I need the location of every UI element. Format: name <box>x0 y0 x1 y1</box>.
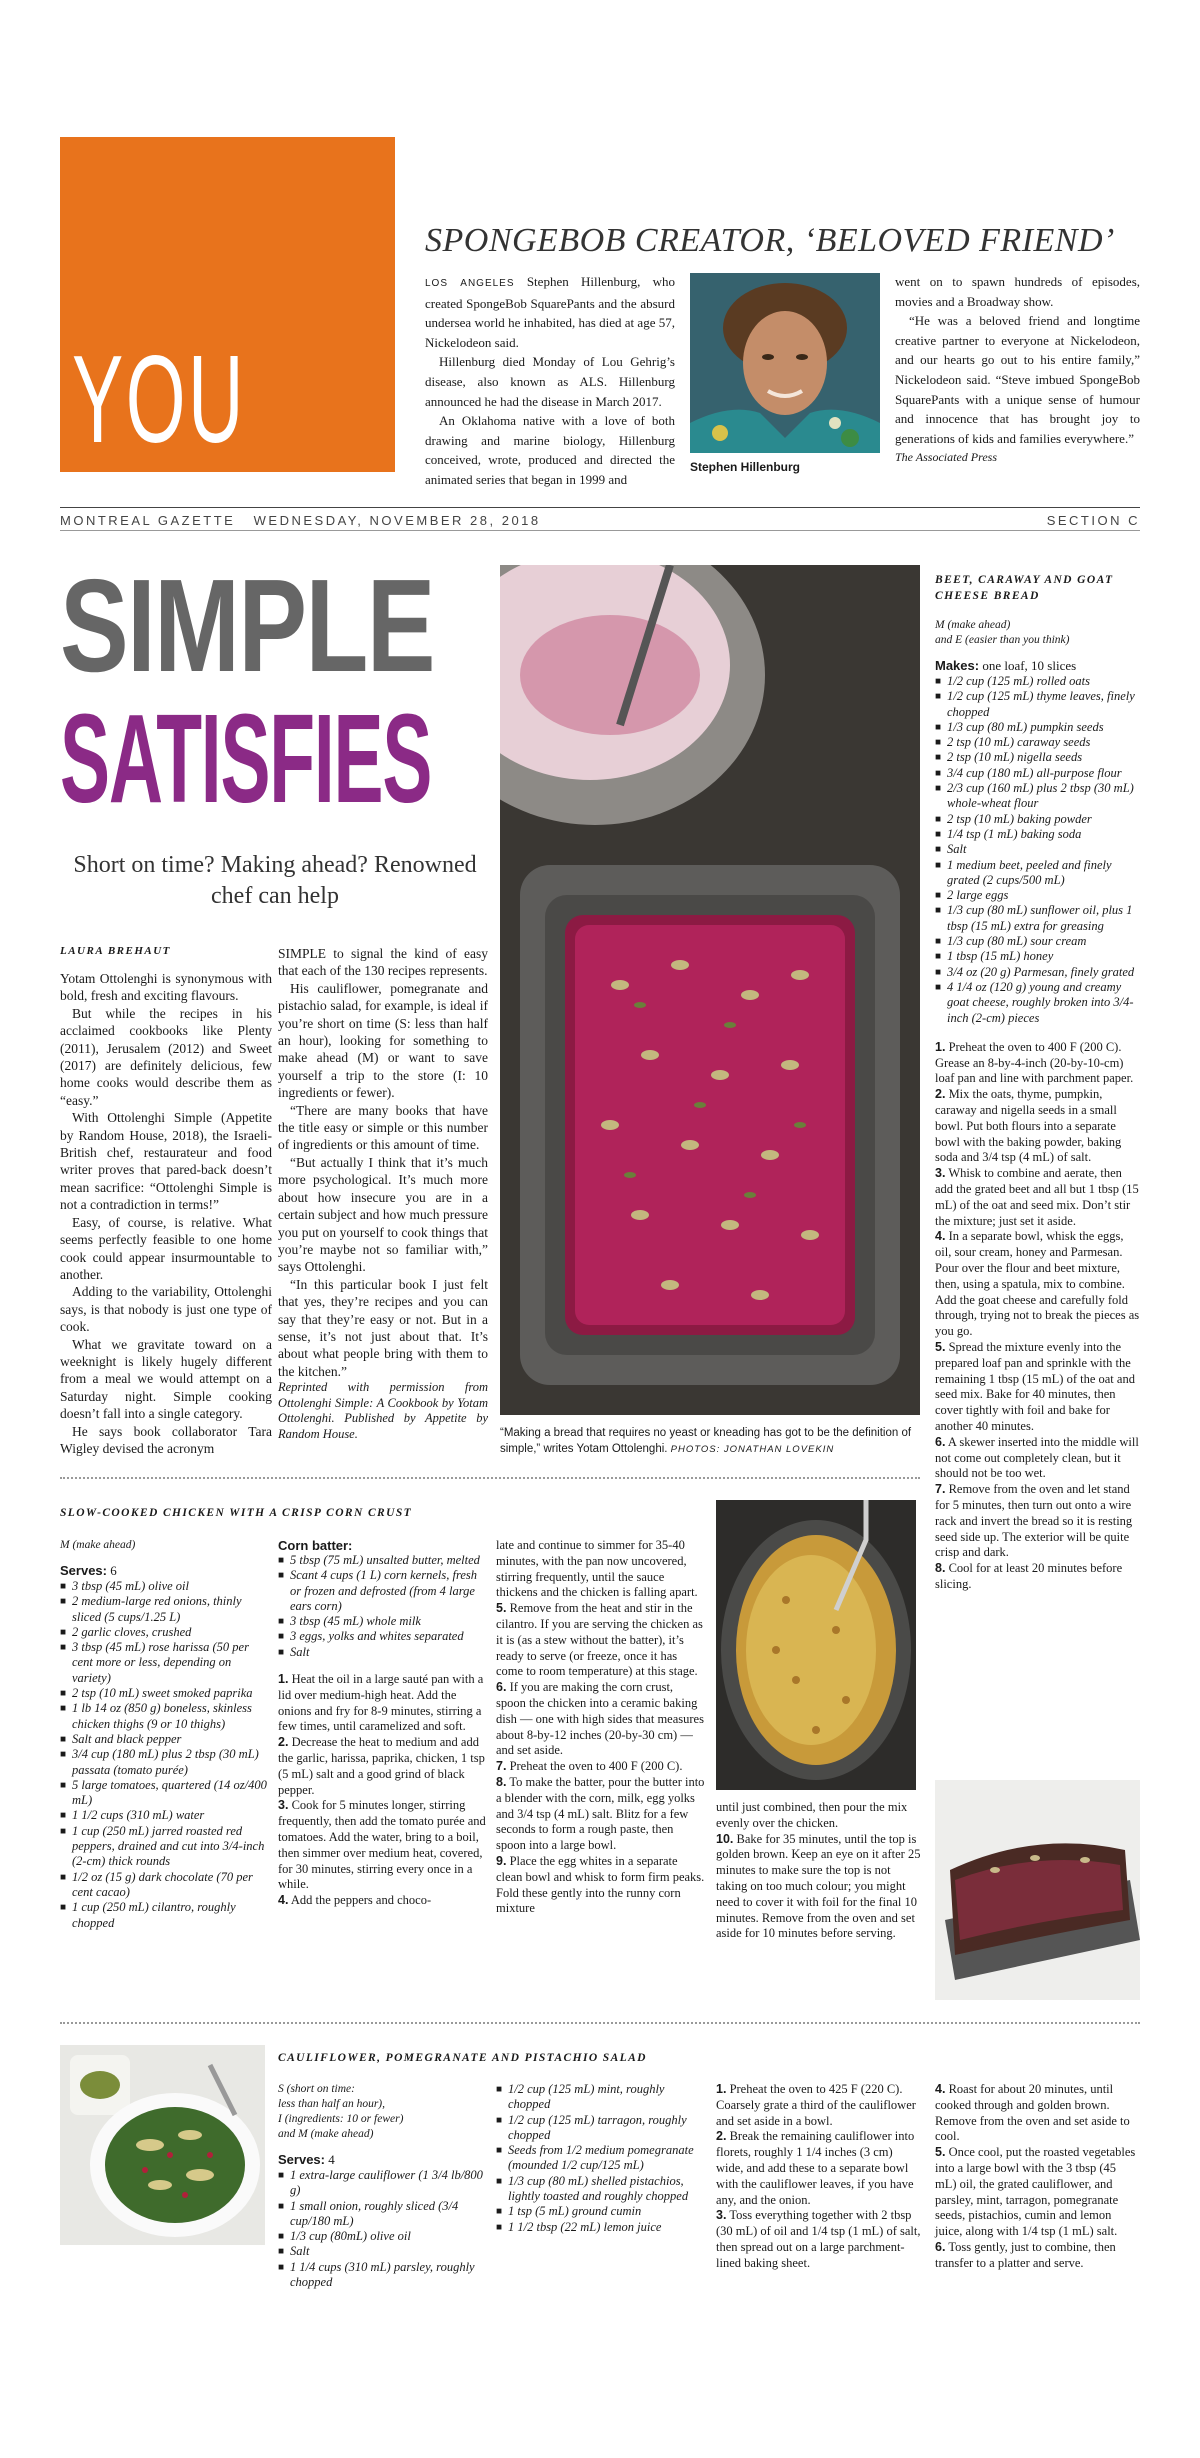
method-step <box>935 1340 1140 1435</box>
stephen-hillenburg-photo <box>690 273 880 453</box>
recipe-title: SLOW-COOKED CHICKEN WITH A CRISP CORN CRUST <box>60 1507 413 1519</box>
method-step <box>935 2082 1140 2145</box>
step-text: Remove from the heat and stir in the cilantro. If you are serving the chicken as it is (as a stew without the batter), it’s ready to serve (or freeze, once it has come to room temperature) at this stage. <box>496 1601 703 1679</box>
ingredient-item: ■ 1/2 oz (15 g) dark chocolate (70 per cent cacao) <box>60 1870 270 1901</box>
step-text: Decrease the heat to medium and add the garlic, harissa, paprika, chicken, 1 tsp (5 mL) salt and a good grind of black pepper. <box>278 1735 485 1797</box>
section-badge <box>60 137 395 472</box>
step-text: If you are making the corn crust, spoon the chicken into a ceramic baking dish — one with high sides that measures about 8-by-12 inches (20-by-30 cm) — and set aside. <box>496 1680 704 1758</box>
section-divider <box>60 2022 1140 2024</box>
chicken-ingredients <box>60 1538 270 1931</box>
story-paragraph: Easy, of course, is relative. What seems perfectly feasible to one home cook could appear insurmountable to another. <box>60 1214 272 1282</box>
step-text: Bake for 35 minutes, until the top is golden brown. Keep an eye on it after 25 minutes to make sure the top is not taking on too much colour; you might need to cover it with foil for the final 10 minutes. Remove from the oven and set aside for 10 minutes before serving. <box>716 1831 921 1941</box>
story-paragraph: What we gravitate toward on a weeknight is likely hugely different from a meal we would attempt on a Saturday night. Simple cooking doesn’t fall into a single category. <box>60 1336 272 1422</box>
chicken-dish-photo <box>716 1500 916 1790</box>
story-paragraph: Adding to the variability, Ottolenghi says, is that nobody is just one type of cook. <box>60 1284 272 1335</box>
method-step <box>716 1832 921 1943</box>
ingredient-item: ■ 1 lb 14 oz (850 g) boneless, skinless chicken thighs (9 or 10 thighs) <box>60 1701 270 1732</box>
cauliflower-method <box>716 2082 921 2272</box>
ingredient-item: ■ 1 cup (250 mL) cilantro, roughly chopped <box>60 1900 270 1931</box>
method-steps <box>278 1672 488 1909</box>
step-number: 5. <box>496 1601 507 1616</box>
cauliflower-ingredients-continued <box>496 2082 706 2235</box>
folio-section: SECTION C <box>1046 512 1140 528</box>
ingredient-list <box>60 1579 270 1931</box>
chicken-batter-and-method <box>278 1538 488 1909</box>
step-number: 4. <box>935 2082 946 2096</box>
method-step <box>496 1601 706 1680</box>
step-text: Preheat the oven to 400 F (200 C). Grease an 8-by-4-inch (20-by-10-cm) loaf pan and line with parchment paper. <box>935 1039 1134 1086</box>
cauliflower-salad-photo <box>60 2045 265 2245</box>
method-steps <box>716 2082 921 2272</box>
step-number: 7. <box>496 1759 507 1774</box>
ingredient-item: ■ 2 tsp (10 mL) sweet smoked paprika <box>60 1686 270 1701</box>
recipe-codes: M (make ahead) <box>60 1539 136 1551</box>
step-number: 2. <box>935 1087 946 1102</box>
hero-caption-text: “Making a bread that requires no yeast or kneading has got to be the definition of simple,” writes Yotam Ottolenghi. <box>500 1427 912 1455</box>
ingredient-item: ■ 1 small onion, roughly sliced (3/4 cup/180 mL) <box>278 2199 488 2230</box>
story-paragraph: “But actually I think that it’s much more psychological. It’s much more about how insecure you are in a certain subject and how much pressure you put on yourself to cook things that you’re maybe not so familiar with,” says Ottolenghi. <box>278 1154 488 1275</box>
step-number: 9. <box>496 1853 507 1868</box>
cauliflower-method-continued <box>935 2082 1140 2272</box>
recipe-title: BEET, CARAWAY AND GOAT CHEESE BREAD <box>935 574 1114 602</box>
ingredient-item: ■ 3 eggs, yolks and whites separated <box>278 1629 488 1644</box>
ingredient-list <box>278 1553 488 1660</box>
ingredient-item: ■ 1/3 cup (80 mL) sunflower oil, plus 1 tbsp (15 mL) extra for greasing <box>935 903 1140 934</box>
story-paragraph: “There are many books that have the title easy or simple or this number of ingredients or this amount of time. <box>278 1102 488 1153</box>
ingredient-item: ■ 2 large eggs <box>935 888 1140 903</box>
headline-line-2: SATISFIES <box>60 688 432 829</box>
step-number: 6. <box>935 2239 946 2254</box>
batter-heading: Corn batter: <box>278 1538 353 1553</box>
method-step <box>935 2240 1140 2272</box>
step-number: 5. <box>935 1339 946 1354</box>
recipe-yield: Serves: 6 <box>60 1563 117 1578</box>
recipe-code: S (short on time: <box>278 2083 355 2095</box>
method-step <box>935 1561 1140 1593</box>
method-step <box>496 1854 706 1917</box>
step-number: 1. <box>278 1672 289 1687</box>
method-step <box>716 2082 921 2129</box>
ingredient-item: ■ 2/3 cup (160 mL) plus 2 tbsp (30 mL) whole-wheat flour <box>935 781 1140 812</box>
step-number: 10. <box>716 1831 734 1846</box>
step-number: 7. <box>935 1482 946 1497</box>
story-paragraph: But while the recipes in his acclaimed cookbooks like Plenty (2011), Jerusalem (2012) and Sweet (2017) are definitely delicious, few home cooks would describe them as “easy.” <box>60 1005 272 1108</box>
ingredient-item: ■ 2 medium-large red onions, thinly sliced (5 cups/1.25 L) <box>60 1594 270 1625</box>
ingredient-list <box>496 2082 706 2235</box>
ingredient-item: ■ Salt <box>278 2244 488 2259</box>
step-text: Remove from the oven and let stand for 5 minutes, then turn out onto a wire rack and invert the bread so it is resting seed side up. The exterior will be quite crisp and dark. <box>935 1482 1133 1560</box>
step-number: 8. <box>496 1774 507 1789</box>
ingredient-item: ■ 1/3 cup (80 mL) pumpkin seeds <box>935 720 1140 735</box>
step-text: Cool for at least 20 minutes before slicing. <box>935 1561 1123 1591</box>
step-text: Once cool, put the roasted vegetables into a large bowl with the 3 tbsp (45 mL) oil, the grated cauliflower, and parsley, mint, tarragon, pomegranate seeds, pistachios, cumin and lemon juice, along with 1/4 tsp (1 mL) salt. <box>935 2145 1136 2239</box>
ingredient-item: ■ Scant 4 cups (1 L) corn kernels, fresh or frozen and defrosted (from 4 large ears corn) <box>278 1568 488 1614</box>
step-text: Preheat the oven to 425 F (220 C). Coarsely grate a third of the cauliflower and set aside in a bowl. <box>716 2082 916 2128</box>
step-text: Place the egg whites in a separate clean bowl and whisk to form firm peaks. Fold these gently into the runny corn mixture <box>496 1853 705 1916</box>
ingredient-list <box>278 2168 488 2290</box>
method-step <box>496 1680 706 1759</box>
section-divider <box>60 1477 920 1479</box>
method-steps <box>935 1040 1140 1593</box>
ingredient-item: ■ 5 tbsp (75 mL) unsalted butter, melted <box>278 1553 488 1568</box>
chicken-method-continued <box>496 1538 706 1917</box>
step-number: 2. <box>716 2129 727 2144</box>
step-text: Heat the oil in a large sauté pan with a lid over medium-high heat. Add the onions and fry for 8-9 minutes, stirring a few times, until caramelized and soft. <box>278 1672 484 1734</box>
ingredient-item: ■ 1 extra-large cauliflower (1 3/4 lb/800 g) <box>278 2168 488 2199</box>
method-text: until just combined, then pour the mix evenly over the chicken. <box>716 1800 908 1830</box>
section-badge-label: YOU <box>72 331 247 469</box>
story-paragraph: His cauliflower, pomegranate and pistachio salad, for example, is ideal if you’re short on time (S: less than half an hour), looking for something to make ahead (M) or want to save yourself a trip to the store (I: 10 ingredients or fewer). <box>278 980 488 1101</box>
step-text: Preheat the oven to 400 F (200 C). <box>509 1759 683 1774</box>
folio-paper-date: MONTREAL GAZETTE WEDNESDAY, NOVEMBER 28, 2018 <box>60 512 541 528</box>
recipe-code: I (ingredients: 10 or fewer) <box>278 2113 404 2125</box>
sliced-bread-photo <box>935 1780 1140 2000</box>
recipe-code: and M (make ahead) <box>278 2128 374 2140</box>
step-text: Spread the mixture evenly into the prepared loaf pan and sprinkle with the remaining 1 tbsp (15 mL) of the oat and seed mix. Bake for 40 minutes, then cover tightly with foil and bake for another 40 minutes. <box>935 1339 1135 1433</box>
teaser-paragraph: Hillenburg died Monday of Lou Gehrig’s disease, also known as ALS. Hillenburg announced he had the disease in March 2017. <box>425 354 675 409</box>
method-step <box>496 1759 706 1775</box>
ingredient-item: ■ 1 medium beet, peeled and finely grated (2 cups/500 mL) <box>935 858 1140 889</box>
ingredient-item: ■ 1 tbsp (15 mL) honey <box>935 949 1140 964</box>
step-text: Whisk to combine and aerate, then add the grated beet and all but 1 tbsp (15 mL) of the oat and seed mix. Don’t stir the mixture; just set it aside. <box>935 1166 1139 1228</box>
teaser-paragraph: An Oklahoma native with a love of both drawing and marine biology, Hillenburg conceived, wrote, produced and directed the animated series that began in 1999 and <box>425 413 675 487</box>
step-number: 8. <box>935 1561 946 1576</box>
ingredient-item: ■ 1/3 cup (80 mL) sour cream <box>935 934 1140 949</box>
step-number: 3. <box>278 1798 289 1813</box>
step-text: To make the batter, pour the butter into a blender with the corn, milk, egg yolks and 3/4 tsp (4 mL) salt. Blitz for a few seconds to form a rough paste, then spoon into a large bowl. <box>496 1774 705 1853</box>
teaser-column-2 <box>895 272 1140 468</box>
step-text: Break the remaining cauliflower into florets, roughly 1 1/4 inches (3 cm) wide, and add these to a separate bowl with the cauliflower leaves, if you have any, and the onion. <box>716 2129 915 2207</box>
ingredient-item: ■ Seeds from 1/2 medium pomegranate (mounded 1/2 cup/125 mL) <box>496 2143 706 2174</box>
step-text: Add the peppers and choco- <box>290 1893 432 1908</box>
method-step <box>935 1229 1140 1340</box>
method-step <box>935 1166 1140 1229</box>
ingredient-item: ■ 3 tbsp (45 mL) olive oil <box>60 1579 270 1594</box>
story-paragraph: “In this particular book I just felt that yes, they’re recipes and you can say that they’re easy or not. But in a sense, it’s not just about that. It’s about what people bring with them to the kitchen.” <box>278 1276 488 1379</box>
method-step <box>278 1893 488 1909</box>
ingredient-item: ■ Salt <box>278 1645 488 1660</box>
method-step <box>716 2129 921 2208</box>
step-text: In a separate bowl, whisk the eggs, oil, sour cream, honey and Parmesan. Pour over the flour and beet mixture, then, using a spatula, mix to combine. Add the goat cheese and carefully fold through, trying not to break the pieces as you go. <box>935 1229 1140 1339</box>
ingredient-item: ■ 1/3 cup (80mL) olive oil <box>278 2229 488 2244</box>
method-step <box>716 2208 921 2271</box>
method-step <box>278 1672 488 1735</box>
byline: LAURA BREHAUT <box>60 945 171 957</box>
photo-credit: PHOTOS: JONATHAN LOVEKIN <box>670 1444 835 1455</box>
ingredient-item: ■ 4 1/4 oz (120 g) young and creamy goat cheese, roughly broken into 3/4-inch (2-cm) pieces <box>935 980 1140 1026</box>
recipe-yield: Makes: one loaf, 10 slices <box>935 658 1077 673</box>
step-text: A skewer inserted into the middle will not come out completely clean, but it should not be too wet. <box>935 1434 1139 1481</box>
ingredient-item: ■ 3/4 cup (180 mL) plus 2 tbsp (30 mL) passata (tomato purée) <box>60 1747 270 1778</box>
method-steps <box>496 1601 706 1917</box>
ingredient-item: ■ 1/2 cup (125 mL) thyme leaves, finely chopped <box>935 689 1140 720</box>
step-number: 2. <box>278 1735 289 1750</box>
ingredient-item: ■ 3 tbsp (45 mL) whole milk <box>278 1614 488 1629</box>
ingredient-item: ■ 1 1/4 cups (310 mL) parsley, roughly chopped <box>278 2260 488 2291</box>
ingredient-item: ■ 1 1/2 tbsp (22 mL) lemon juice <box>496 2220 706 2235</box>
wire-source: The Associated Press <box>895 450 997 465</box>
ingredient-item: ■ Salt <box>935 842 1140 857</box>
dateline: LOS ANGELES <box>425 278 515 289</box>
method-step <box>935 1482 1140 1561</box>
ingredient-list <box>935 674 1140 1026</box>
ingredient-item: ■ 2 tsp (10 mL) caraway seeds <box>935 735 1140 750</box>
teaser-column-1 <box>425 272 675 490</box>
step-text: Toss everything together with 2 tbsp (30 mL) of oil and 1/4 tsp (1 mL) of salt, then spread out on a large parchment-lined baking sheet. <box>716 2208 921 2270</box>
step-number: 6. <box>496 1680 507 1695</box>
ingredient-item: ■ 1/2 cup (125 mL) mint, roughly chopped <box>496 2082 706 2113</box>
step-text: Mix the oats, thyme, pumpkin, caraway and nigella seeds in a small bowl. Put both flours into a separate bowl with the baking powder, baking soda and 3/4 tsp (4 mL) of salt. <box>935 1087 1122 1165</box>
story-column-2 <box>278 945 488 1443</box>
step-number: 3. <box>716 2208 727 2223</box>
reprint-credit: Reprinted with permission from Ottolenghi Simple: A Cookbook by Yotam Ottolenghi. Published by Appetite by Random House. <box>278 1380 488 1441</box>
teaser-headline: SPONGEBOB CREATOR, ‘BELOVED FRIEND’ <box>425 222 1115 259</box>
ingredient-item: ■ 1/3 cup (80 mL) shelled pistachios, lightly toasted and roughly chopped <box>496 2174 706 2205</box>
ingredient-item: ■ 3/4 cup (180 mL) all-purpose flour <box>935 766 1140 781</box>
method-steps <box>935 2082 1140 2272</box>
ingredient-item: ■ 1/2 cup (125 mL) tarragon, roughly chopped <box>496 2113 706 2144</box>
ingredient-item: ■ 3/4 oz (20 g) Parmesan, finely grated <box>935 965 1140 980</box>
teaser-paragraph: “He was a beloved friend and longtime creative partner to everyone at Nickelodeon, and our hearts go out to his entire family,” Nickelodeon said. “Steve imbued SpongeBob SquarePants with a unique sense of humour and innocence that has brought joy to generations of kids and families everywhere.” <box>895 313 1140 446</box>
ingredient-item: ■ 1 1/2 cups (310 mL) water <box>60 1808 270 1823</box>
recipe-code: less than half an hour), <box>278 2098 386 2110</box>
step-number: 6. <box>935 1434 946 1449</box>
method-step <box>935 1435 1140 1482</box>
method-step <box>278 1735 488 1798</box>
teaser-paragraph: went on to spawn hundreds of episodes, movies and a Broadway show. <box>895 274 1140 309</box>
method-step <box>496 1775 706 1854</box>
story-paragraph: He says book collaborator Tara Wigley devised the acronym <box>60 1423 272 1456</box>
method-step <box>935 1087 1140 1166</box>
method-step <box>935 1040 1140 1087</box>
beet-bread-recipe <box>935 572 1140 1593</box>
deck: Short on time? Making ahead? Renowned chef can help <box>73 852 477 909</box>
step-number: 5. <box>935 2145 946 2160</box>
ingredient-item: ■ 2 garlic cloves, crushed <box>60 1625 270 1640</box>
hero-caption <box>500 1425 920 1458</box>
folio-line <box>60 507 1140 531</box>
cauliflower-ingredients <box>278 2082 488 2290</box>
step-number: 4. <box>278 1893 289 1908</box>
story-paragraph: Yotam Ottolenghi is synonymous with bold, fresh and exciting flavours. <box>60 971 272 1004</box>
method-step <box>278 1798 488 1893</box>
step-number: 1. <box>716 2082 727 2096</box>
step-text: Toss gently, just to combine, then transfer to a platter and serve. <box>935 2239 1116 2270</box>
story-paragraph: With Ottolenghi Simple (Appetite by Random House, 2018), the Israeli-British chef, restaurateur and food writer proves that pared-back doesn’t mean sacrifice: “Ottolenghi Simple is not a contradiction in terms!” <box>60 1110 272 1213</box>
method-steps <box>716 1832 921 1943</box>
method-step <box>935 2145 1140 2240</box>
step-text: Roast for about 20 minutes, until cooked through and golden brown. Remove from the oven and set aside to cool. <box>935 2082 1130 2144</box>
beet-bread-photo <box>500 565 920 1415</box>
headline-line-1: SIMPLE <box>60 552 434 699</box>
recipe-title: CAULIFLOWER, POMEGRANATE AND PISTACHIO SALAD <box>278 2052 647 2064</box>
chicken-method-final <box>716 1800 921 1942</box>
ingredient-item: ■ Salt and black pepper <box>60 1732 270 1747</box>
ingredient-item: ■ 1 cup (250 mL) jarred roasted red peppers, drained and cut into 3/4-inch (2-cm) thick rounds <box>60 1824 270 1870</box>
ingredient-item: ■ 2 tsp (10 mL) baking powder <box>935 812 1140 827</box>
step-number: 3. <box>935 1166 946 1181</box>
ingredient-item: ■ 3 tbsp (45 mL) rose harissa (50 per cent more or less, depending on variety) <box>60 1640 270 1686</box>
story-paragraph: SIMPLE to signal the kind of easy that each of the 130 recipes represents. <box>278 946 488 979</box>
step-number: 4. <box>935 1229 946 1244</box>
ingredient-item: ■ 1/2 cup (125 mL) rolled oats <box>935 674 1140 689</box>
method-text: late and continue to simmer for 35-40 minutes, with the pan now uncovered, stirring frequently, until the sauce thickens and the chicken is falling apart. <box>496 1538 698 1600</box>
ingredient-item: ■ 2 tsp (10 mL) nigella seeds <box>935 750 1140 765</box>
recipe-yield: Serves: 4 <box>278 2152 335 2167</box>
ingredient-item: ■ 5 large tomatoes, quartered (14 oz/400 mL) <box>60 1778 270 1809</box>
photo-caption: Stephen Hillenburg <box>690 460 801 474</box>
step-text: Cook for 5 minutes longer, stirring frequently, then add the tomato purée and tomatoes. Add the water, bring to a boil, then simmer over medium heat, covered, for 30 minutes, stirring every once in a while. <box>278 1798 486 1892</box>
step-number: 1. <box>935 1039 946 1054</box>
teaser-paragraph: LOS ANGELES Stephen Hillenburg, who created SpongeBob SquarePants and the absurd undersea world he inhabited, has died at age 57, Nickelodeon said. <box>425 274 676 350</box>
recipe-codes: M (make ahead) and E (easier than you think) <box>935 619 1070 646</box>
story-column-1 <box>60 970 272 1457</box>
ingredient-item: ■ 1 tsp (5 mL) ground cumin <box>496 2204 706 2219</box>
ingredient-item: ■ 1/4 tsp (1 mL) baking soda <box>935 827 1140 842</box>
